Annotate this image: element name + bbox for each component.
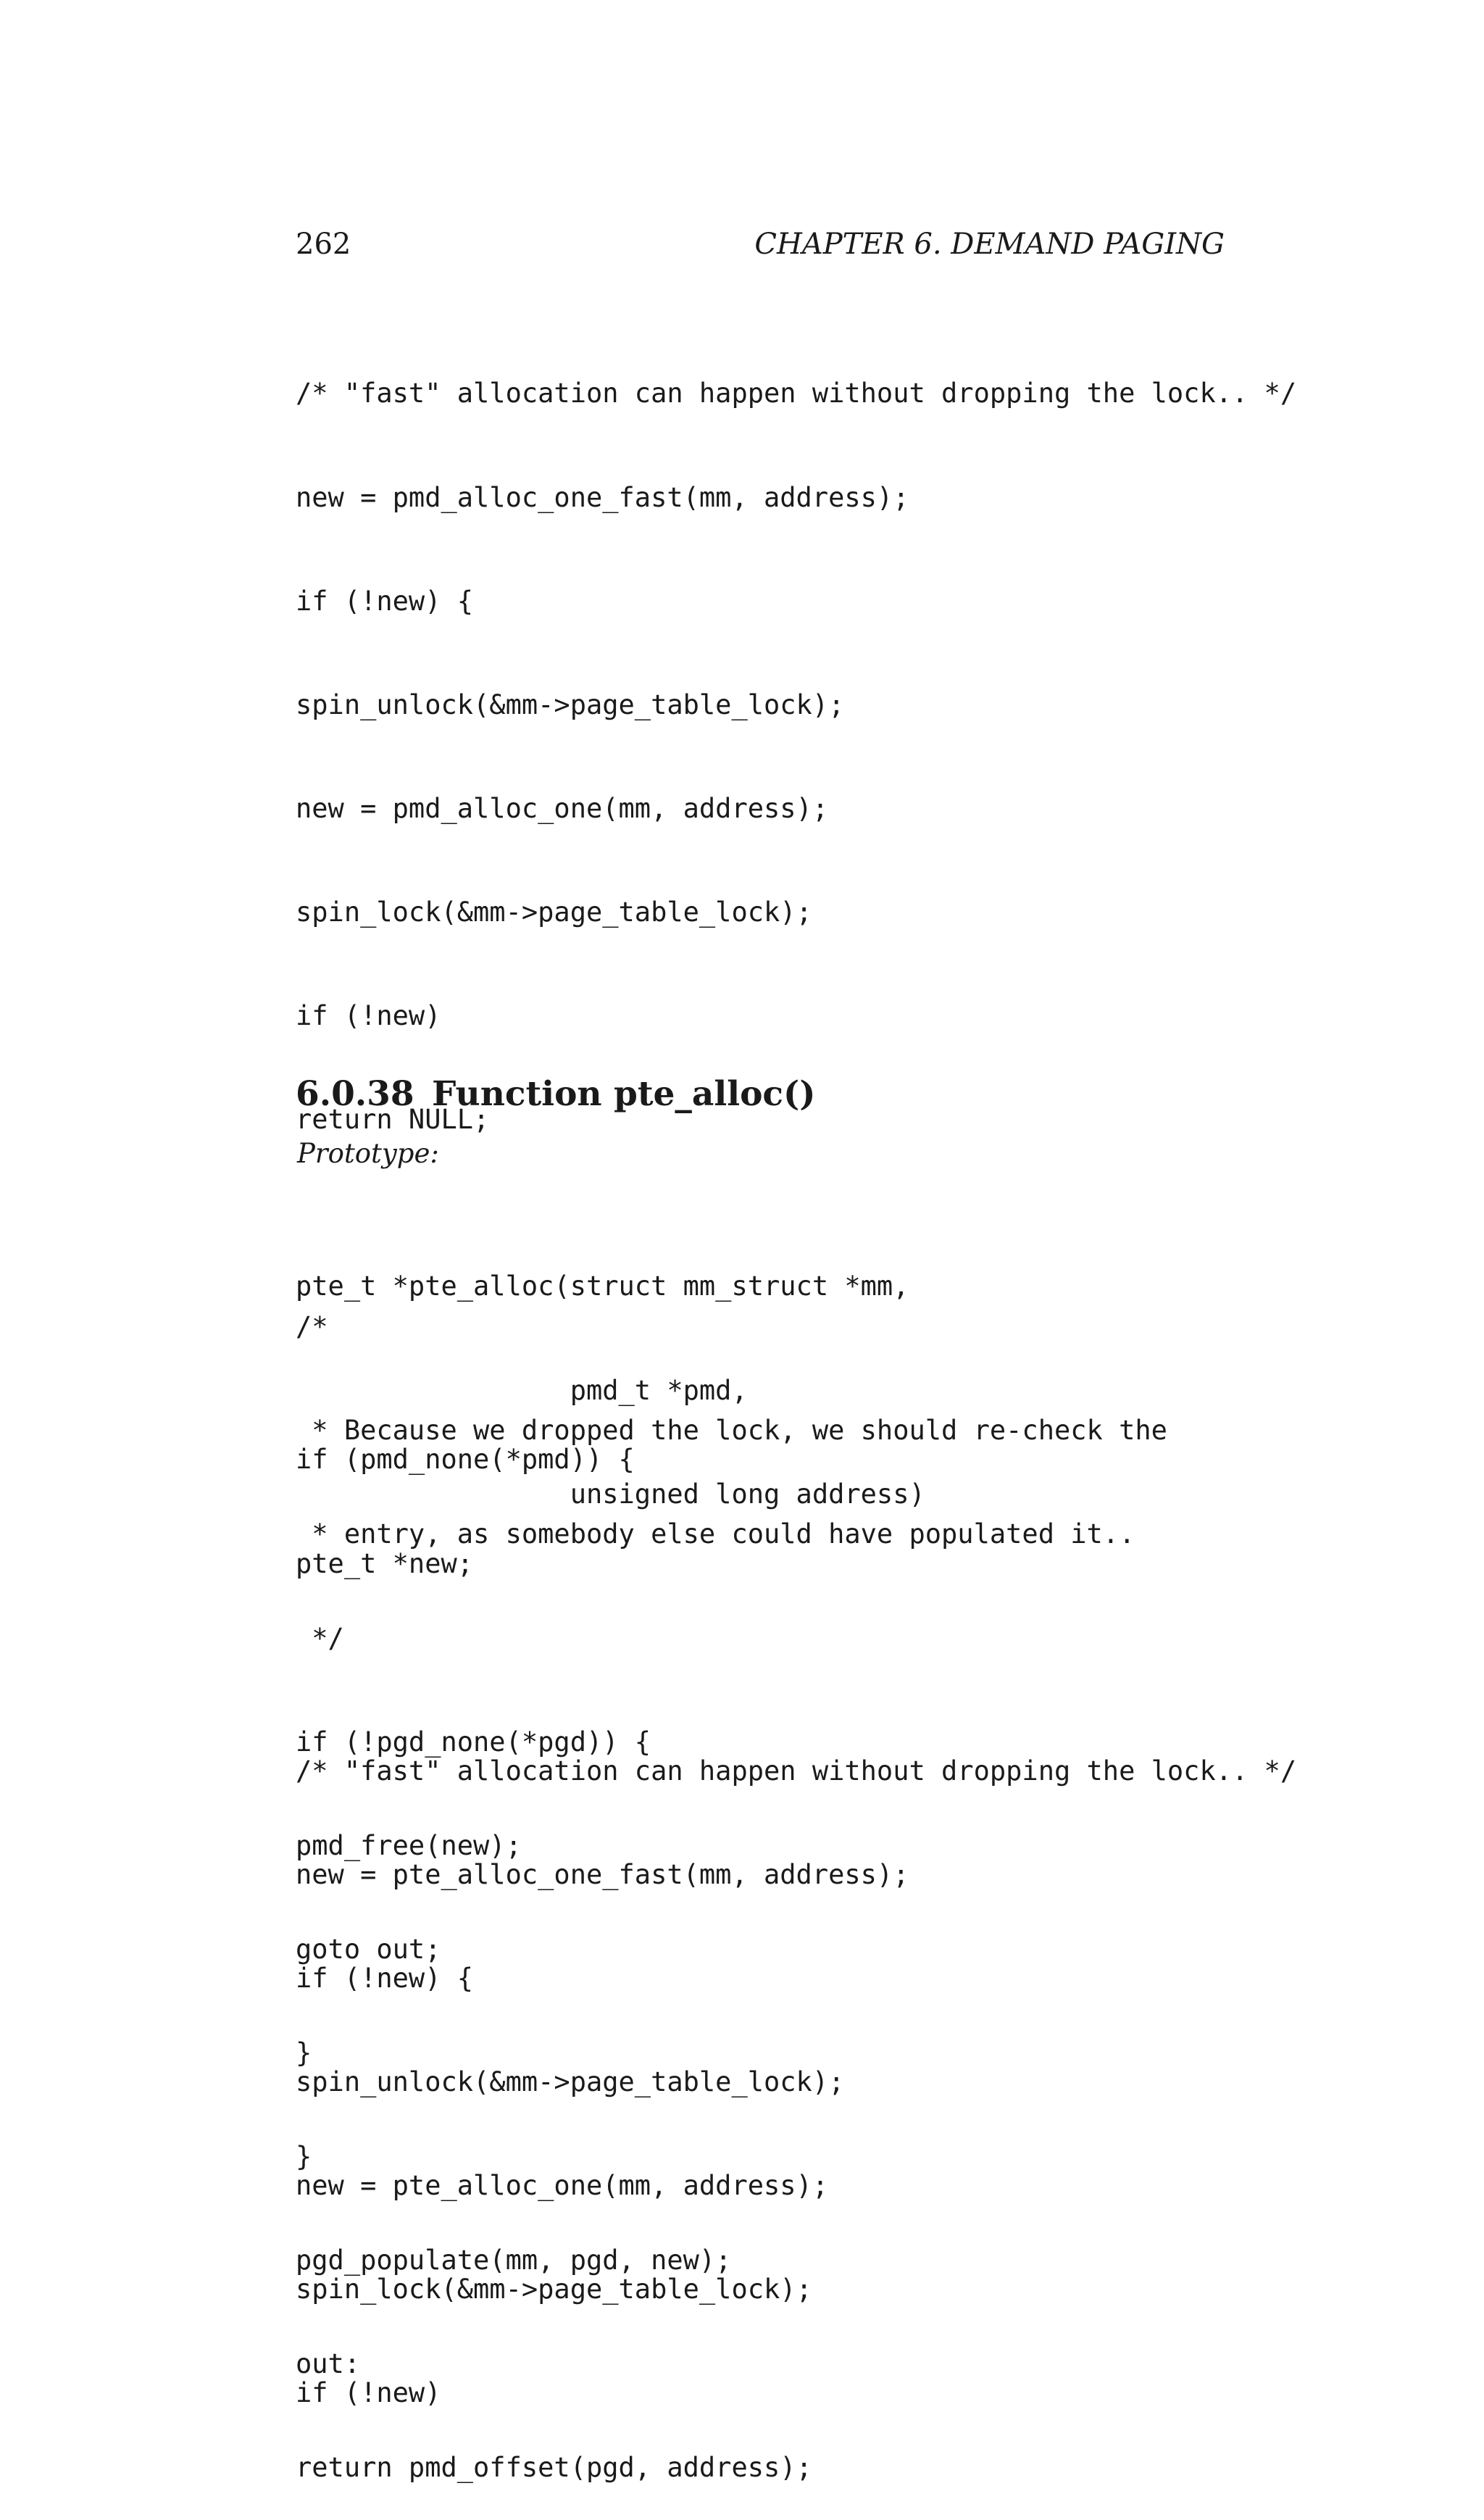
code-line: goto out; bbox=[296, 1933, 441, 1965]
code-line: } bbox=[296, 2037, 312, 2068]
code-line: if (!pgd_none(*pgd)) { bbox=[296, 1726, 651, 1758]
code-line: pmd_t *pmd, bbox=[296, 1374, 748, 1406]
code-line: unsigned long address) bbox=[296, 1478, 925, 1510]
code-line: if (!new) { bbox=[296, 585, 474, 617]
code-line: new = pmd_alloc_one_fast(mm, address); bbox=[296, 481, 909, 513]
code-line: /* bbox=[296, 1311, 328, 1343]
code-line: pte_t *pte_alloc(struct mm_struct *mm, bbox=[296, 1271, 909, 1302]
code-line: pgd_populate(mm, pgd, new); bbox=[296, 2245, 732, 2276]
code-line: * entry, as somebody else could have populated it.. bbox=[296, 1518, 1135, 1550]
running-head: CHAPTER 6. DEMAND PAGING bbox=[754, 228, 1225, 261]
code-line: * Because we dropped the lock, we should re-check the bbox=[296, 1415, 1167, 1447]
code-line: if (pmd_none(*pmd)) { bbox=[296, 1444, 635, 1476]
code-line: if (!new) bbox=[296, 999, 441, 1031]
code-line: } bbox=[296, 2141, 312, 2172]
code-line: spin_lock(&mm->page_table_lock); bbox=[296, 896, 812, 928]
code-line: out: bbox=[296, 2348, 361, 2380]
code-line: spin_unlock(&mm->page_table_lock); bbox=[296, 689, 845, 720]
code-line: new = pte_alloc_one(mm, address); bbox=[296, 2170, 829, 2202]
code-line: new = pmd_alloc_one(mm, address); bbox=[296, 792, 829, 824]
section-heading bbox=[296, 1074, 816, 1114]
code-line: pte_t *new; bbox=[296, 1547, 474, 1579]
code-line: pmd_free(new); bbox=[296, 1829, 522, 1861]
code-block-pte-alloc-body bbox=[296, 1373, 1296, 2445]
code-line: if (!new) { bbox=[296, 1962, 474, 1994]
code-line: */ bbox=[296, 1622, 344, 1654]
code-line: spin_lock(&mm->page_table_lock); bbox=[296, 2274, 812, 2305]
section-number: 6.0.38 bbox=[296, 1074, 414, 1114]
code-line: new = pte_alloc_one_fast(mm, address); bbox=[296, 1858, 909, 1890]
code-line: /* "fast" allocation can happen without dropping the lock.. */ bbox=[296, 378, 1297, 409]
code-line: return pmd_offset(pgd, address); bbox=[296, 2452, 812, 2484]
page-number: 262 bbox=[296, 228, 351, 261]
page-header bbox=[296, 228, 1225, 264]
code-line: return NULL; bbox=[296, 1104, 490, 1136]
code-line: spin_unlock(&mm->page_table_lock); bbox=[296, 2066, 845, 2097]
section-title: Function pte_alloc() bbox=[432, 1074, 816, 1114]
code-line: /* "fast" allocation can happen without dropping the lock.. */ bbox=[296, 1755, 1297, 1787]
prototype-label: Prototype: bbox=[297, 1138, 439, 1169]
code-line-blank bbox=[296, 1650, 1296, 1685]
code-line: if (!new) bbox=[296, 2377, 441, 2409]
